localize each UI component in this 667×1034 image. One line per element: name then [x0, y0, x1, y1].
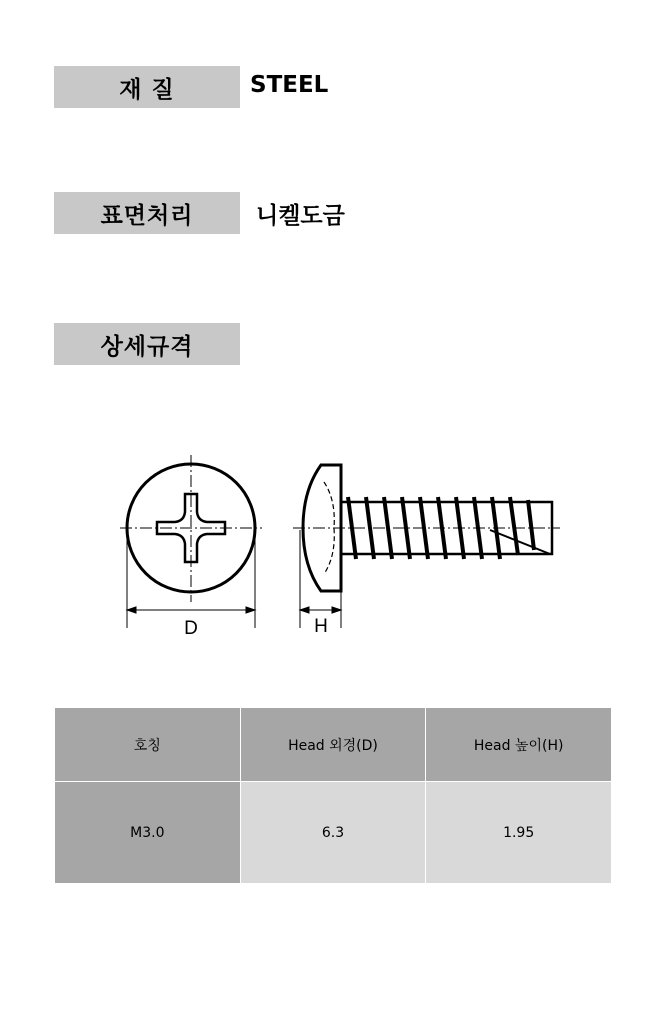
material-label: 재 질 — [54, 66, 240, 108]
header-head-height: Head 높이(H) — [426, 708, 612, 782]
cell-designation: M3.0 — [55, 782, 241, 884]
material-value: STEEL — [250, 72, 329, 98]
cell-head-diameter: 6.3 — [240, 782, 426, 884]
header-designation: 호칭 — [55, 708, 241, 782]
diameter-label: D — [184, 618, 198, 639]
surface-treatment-label: 표면처리 — [54, 192, 240, 234]
table-row — [55, 782, 612, 884]
surface-treatment-value: 니켈도금 — [256, 203, 345, 229]
spec-table-header-row — [55, 708, 612, 782]
screw-side-view — [293, 465, 560, 591]
spec-label: 상세규격 — [54, 323, 240, 365]
height-label: H — [314, 616, 328, 637]
cell-head-height: 1.95 — [426, 782, 612, 884]
screw-head-top-view — [120, 455, 262, 602]
height-dimension — [300, 530, 341, 628]
spec-table — [54, 707, 612, 884]
screw-technical-drawing — [110, 450, 570, 640]
header-head-diameter: Head 외경(D) — [240, 708, 426, 782]
